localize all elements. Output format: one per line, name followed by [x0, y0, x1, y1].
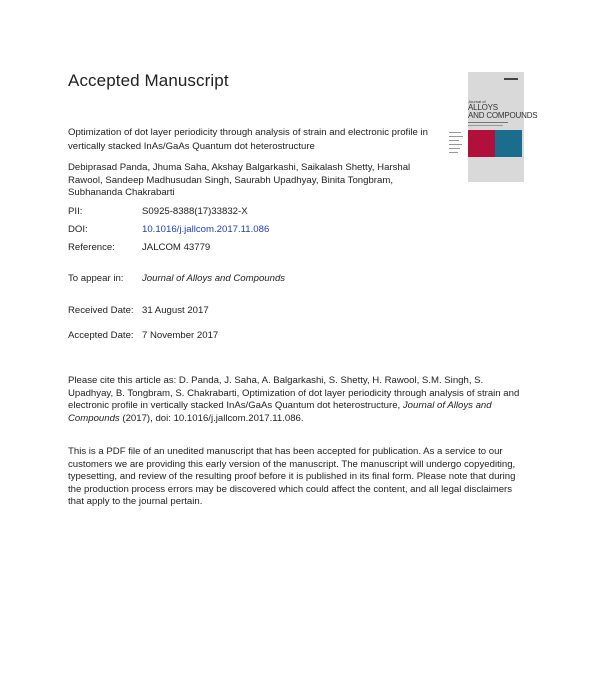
cover-side-panel — [446, 72, 468, 182]
citation-text-2: (2017), doi: 10.1016/j.jallcom.2017.11.086. — [119, 412, 304, 424]
cover-text-line — [449, 152, 458, 153]
reference-label: Reference: — [68, 242, 115, 253]
pii-label: PII: — [68, 206, 83, 217]
cover-text-line — [449, 148, 460, 149]
appear-label: To appear in: — [68, 273, 124, 284]
accepted-value: 7 November 2017 — [142, 330, 219, 341]
cover-text-line — [449, 140, 459, 141]
page-heading: Accepted Manuscript — [68, 71, 229, 90]
cover-teal-block — [495, 130, 522, 157]
received-label: Received Date: — [68, 305, 134, 316]
cover-maroon-block — [468, 130, 495, 157]
doi-label: DOI: — [68, 224, 88, 235]
article-title: Optimization of dot layer periodicity through analysis of strain and electronic profile in vertically stacked InAs/GaAs Quantum dot heterostructure — [68, 127, 428, 152]
cover-publisher-mark — [504, 78, 518, 80]
cover-text-line — [449, 136, 463, 137]
citation-journal: Journal of Alloys and Compounds — [68, 400, 492, 424]
cover-journal-prefix: Journal of — [468, 99, 486, 104]
cover-subtitle-line — [468, 125, 503, 126]
reference-value: JALCOM 43779 — [142, 242, 211, 253]
received-value: 31 August 2017 — [142, 305, 209, 316]
cover-gray-panel — [468, 72, 524, 182]
citation-text-1: Please cite this article as: D. Panda, J. Saha, A. Balgarkashi, S. Shetty, H. Rawool, S.M. Singh, S. Upadhyay, B. Tongbram, S. Chakrabarti, Optimization of dot layer periodicity through analysis of strain and electronic profile in vertically stacked InAs/GaAs Quantum dot heterostructure, — [68, 375, 520, 411]
citation-paragraph — [68, 375, 530, 425]
pii-value: S0925-8388(17)33832-X — [142, 206, 248, 217]
cover-text-line — [449, 132, 461, 133]
journal-cover-thumbnail — [446, 72, 538, 182]
cover-journal-title-line2: AND COMPOUNDS — [468, 111, 538, 120]
notice-paragraph: This is a PDF file of an unedited manuscript that has been accepted for publication. As a service to our customers we are providing this early version of the manuscript. The manuscript will undergo copyediting, typesetting, and review of the resulting proof before it is published in its final form. Please note that during the production process errors may be discovered which could affect the content, and all legal disclaimers that apply to the journal pertain. — [68, 446, 516, 507]
accepted-label: Accepted Date: — [68, 330, 134, 341]
cover-journal-title-line1: ALLOYS — [468, 103, 498, 112]
appear-value: Journal of Alloys and Compounds — [142, 273, 286, 284]
article-authors: Debiprasad Panda, Jhuma Saha, Akshay Balgarkashi, Saikalash Shetty, Harshal Rawool, Sandeep Madhusudan Singh, Saurabh Upadhyay, Binita Tongbram, Subhananda Chakrabarti — [68, 162, 411, 199]
cover-text-line — [449, 144, 462, 145]
cover-subtitle-line — [468, 122, 508, 123]
doi-link[interactable]: 10.1016/j.jallcom.2017.11.086 — [142, 224, 270, 235]
